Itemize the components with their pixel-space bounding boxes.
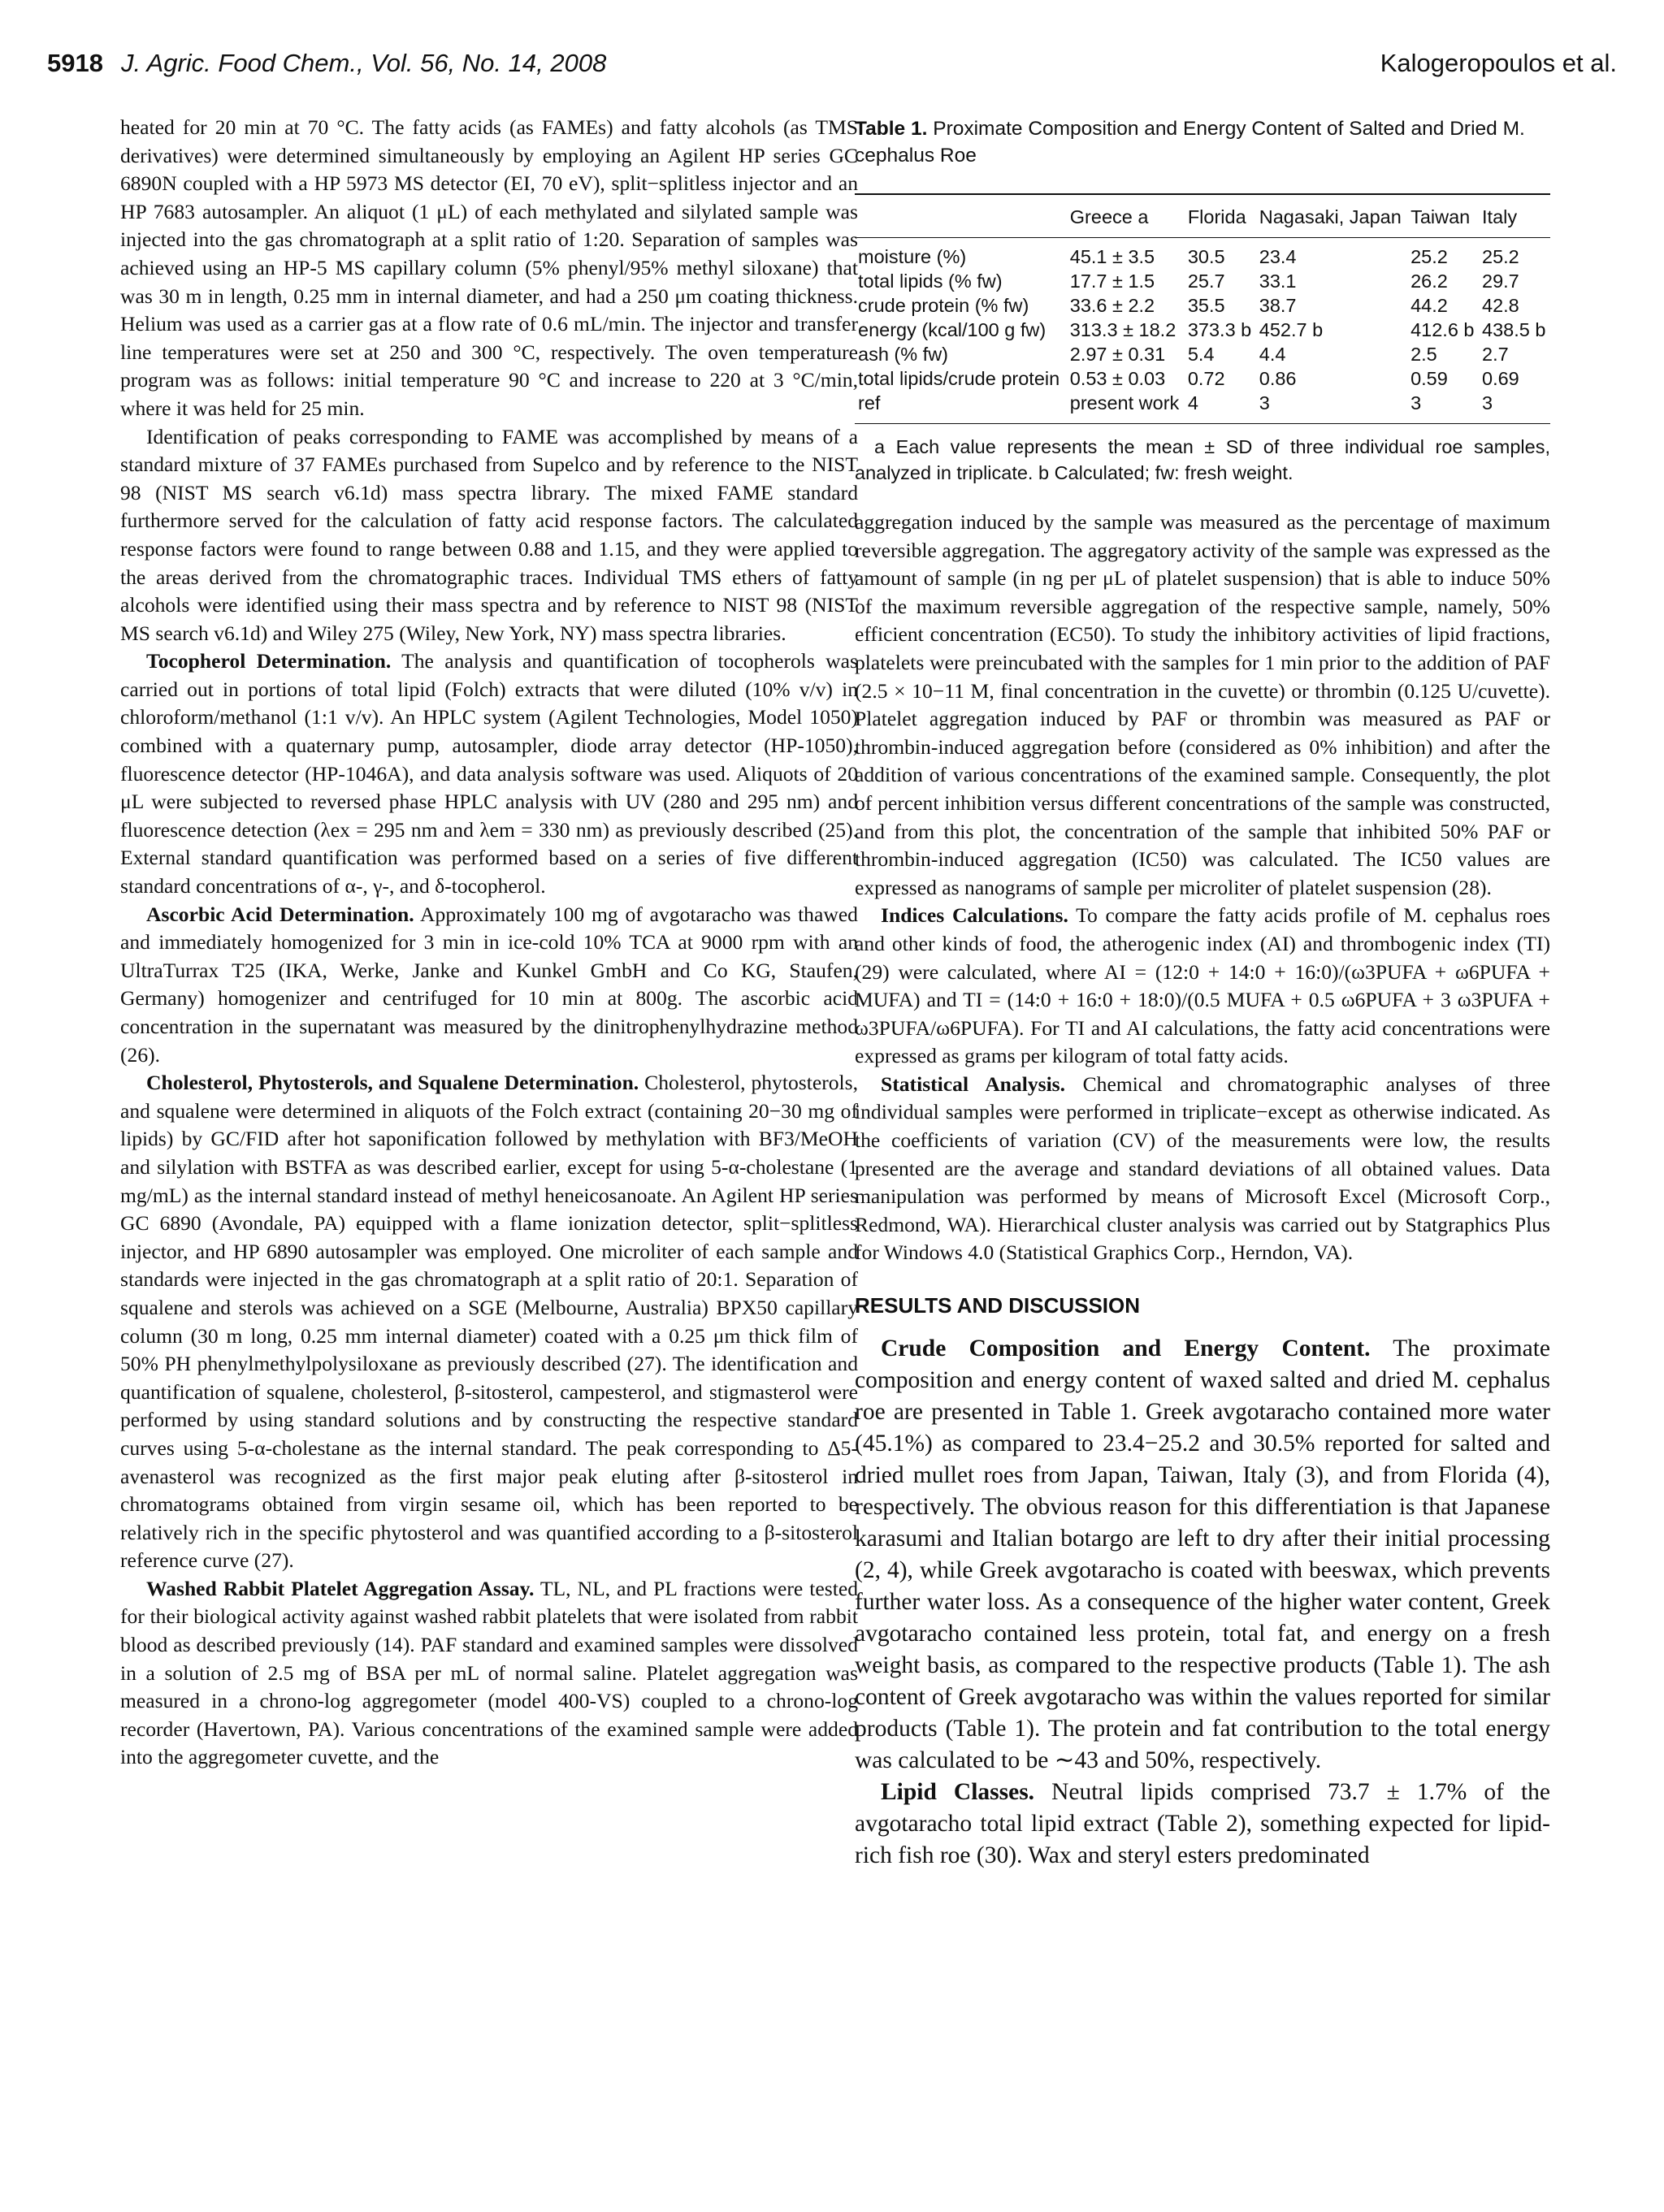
paragraph-cholesterol [120,1069,858,1575]
table1-header-cell: Taiwan [1407,194,1479,238]
crude-heading: Crude Composition and Energy Content. [881,1335,1371,1361]
table1 [855,193,1550,424]
table1-title [855,115,1550,169]
table1-cell: 3 [1407,391,1479,424]
right-column [855,114,1550,1872]
table1-cell: 4 [1185,391,1256,424]
paragraph-fame-identification: Identification of peaks corresponding to FAME was accomplished by means of a standard mixture of 37 FAMEs purchased from Supelco and by reference to the NIST 98 (NIST MS search v6.1d) mass spectra library. The mixed FAME standard furthermore served for the calculation of fatty acid response factors. The calculated response factors were found to range between 0.88 and 1.15, and they were applied to the areas derived from the chromatographic traces. Individual TMS ethers of fatty alcohols were identified using their mass spectra and by reference to NIST 98 (NIST MS search v6.1d) and Wiley 275 (Wiley, New York, NY) mass spectra libraries. [120,424,858,645]
table1-cell: 42.8 [1482,295,1519,316]
ascorbic-text: Approximately 100 mg of avgotaracho was thawed and immediately homogenized for 3 min in ice-cold 10% TCA at 9000 rpm with an UltraTurrax T25 (IKA, Werke, Janke and Kunkel GmbH and Co KG, Staufen, Germany) homogenizer and centrifuged for 10 min at 800g. The ascorbic acid concentration in the supernatant was measured by the dinitrophenylhydrazine method (26). [120,902,858,1067]
table-row [855,293,1550,318]
journal-name: J. Agric. Food Chem., Vol. 56, No. 14, 2008 [120,49,607,77]
table1-cell: ash (% fw) [858,344,948,365]
table1-cell: 438.5 b [1482,319,1546,340]
table1-cell: 4.4 [1259,344,1286,365]
table1-label: Table 1. [855,118,928,140]
paragraph-tocopherol [120,647,858,900]
table1-caption: Proximate Composition and Energy Content of Salted and Dried M. cephalus Roe [855,118,1525,167]
platelet-text: TL, NL, and PL fractions were tested for their biological activity against washed rabbit platelets that were isolated from rabbit blood as described previously (14). PAF standard and examined samples were dissolved in a solution of 2.5 mg of BSA per mL of normal saline. Platelet aggregation was measured in a chrono-log aggregometer (model 400-VS) coupled to a chrono-log recorder (Havertown, PA). Various concentrations of the examined sample were added into the aggregometer cuvette, and the [120,1576,858,1769]
table1-cell: ref [855,391,1067,424]
paragraph-lipid-classes [855,1777,1550,1872]
table1-cell: 44.2 [1410,295,1448,316]
left-column [120,114,858,1772]
table1-cell: 25.2 [1410,246,1448,267]
table1-cell: crude protein (% fw) [858,295,1029,316]
table-row [855,391,1550,424]
table1-cell: 2.7 [1482,344,1509,365]
table1-header-cell: Greece a [1067,194,1185,238]
table1-cell: 38.7 [1259,295,1297,316]
statistics-heading: Statistical Analysis. [881,1071,1066,1096]
table-row [855,318,1550,342]
lipid-text: Neutral lipids comprised 73.7 ± 1.7% of the avgotaracho total lipid extract (Table 2), something expected for lipid-rich fish roe (30). Wax and steryl esters predominated [855,1778,1550,1868]
table-row [855,238,1550,270]
table1-header-cell: Nagasaki, Japan [1256,194,1407,238]
paragraph-ascorbic [120,901,858,1070]
table1-cell: 17.7 ± 1.5 [1069,271,1155,292]
table1-footnote: a Each value represents the mean ± SD of three individual roe samples, analyzed in triplicate. b Calculated; fw: fresh weight. [855,436,1550,483]
statistics-text: Chemical and chromatographic analyses of three individual samples were performed in triplicate−except as otherwise indicated. As the coefficients of variation (CV) of the measurements were low, the results presented are the average and standard deviations of all obtained values. Data manipulation was performed by means of Microsoft Excel (Microsoft Corp., Redmond, WA). Hierarchical cluster analysis was carried out by Statgraphics Plus for Windows 4.0 (Statistical Graphics Corp., Herndon, VA). [855,1071,1550,1265]
table1-cell: 29.7 [1482,271,1519,292]
paragraph-aggregation: aggregation induced by the sample was measured as the percentage of maximum reversible aggregation. The aggregatory activity of the sample was expressed as the amount of sample (in ng per μL of platelet suspension) that is able to induce 50% of the maximum reversible aggregation of the respective sample, namely, 50% efficient concentration (EC50). To study the inhibitory activities of lipid fractions, platelets were preincubated with the samples for 1 min prior to the addition of PAF (2.5 × 10−11 M, final concentration in the cuvette) or thrombin (0.125 U/cuvette). Platelet aggregation induced by PAF or thrombin was measured as PAF or thrombin-induced aggregation before (considered as 0% inhibition) and after the addition of various concentrations of the examined sample. Consequently, the plot of percent inhibition versus different concentrations of the sample was constructed, and from this plot, the concentration of the sample that inhibited 50% PAF or thrombin-induced aggregation (IC50) was calculated. The IC50 values are expressed as nanograms of sample per microliter of platelet suspension (28). [855,510,1550,899]
running-header [47,49,1617,89]
table1-cell: 45.1 ± 3.5 [1069,246,1155,267]
crude-text: The proximate composition and energy content of waxed salted and dried M. cephalus roe are presented in Table 1. Greek avgotaracho contained more water (45.1%) as compared to 23.4−25.2 and 30.5% reported for salted and dried mullet roes from Japan, Taiwan, Italy (3), and from Florida (4), respectively. The obvious reason for this differentiation is that Japanese karasumi and Italian botargo are left to dry after their initial processing (2, 4), while Greek avgotaracho is coated with beeswax, which prevents further water loss. As a consequence of the higher water content, Greek avgotaracho contained less protein, total fat, and energy on a fresh weight basis, as compared to the respective products (Table 1). The ash content of Greek avgotaracho was within the values reported for similar products (Table 1). The protein and fat contribution to the total energy was calculated to be ∼43 and 50%, respectively. [855,1335,1550,1773]
journal-citation [47,49,606,78]
table1-cell: 0.86 [1259,368,1297,389]
table1-header-cell: Italy [1479,194,1550,238]
paragraph-platelet [120,1575,858,1772]
table1-cell: 452.7 b [1259,319,1324,340]
table1-header-cell [855,194,1067,238]
author-line: Kalogeropoulos et al. [1380,49,1617,77]
platelet-heading: Washed Rabbit Platelet Aggregation Assay. [146,1576,535,1600]
cholesterol-heading: Cholesterol, Phytosterols, and Squalene Determination. [146,1071,639,1095]
page-number: 5918 [47,49,103,77]
table1-cell: 30.5 [1187,246,1225,267]
table1-cell: 313.3 ± 18.2 [1069,319,1176,340]
paragraph-statistics [855,1071,1550,1267]
paragraph-indices [855,902,1550,1071]
table1-cell: 23.4 [1259,246,1297,267]
indices-text: To compare the fatty acids profile of M. cephalus roes and other kinds of food, the atherogenic index (AI) and thrombogenic index (TI) (29) were calculated, where AI = (12:0 + 14:0 + 16:0)/(ω3PUFA + ω6PUFA + MUFA) and TI = (14:0 + 16:0 + 18:0)/(0.5 MUFA + 0.5 ω6PUFA + 3 ω3PUFA + ω3PUFA/ω6PUFA). For TI and AI calculations, the fatty acid concentrations were expressed as grams per kilogram of total fatty acids. [855,903,1550,1068]
table1-header-cell: Florida [1185,194,1256,238]
spacer [855,486,1550,509]
table-row [855,366,1550,391]
indices-heading: Indices Calculations. [881,903,1068,928]
table1-cell: 0.69 [1482,368,1519,389]
table1-cell: 2.5 [1410,344,1437,365]
table1-cell: energy (kcal/100 g fw) [858,319,1046,340]
table1-cell: 33.1 [1259,271,1297,292]
table1-cell: 3 [1479,391,1550,424]
table-row [855,269,1550,293]
paragraph-crude-composition [855,1333,1550,1777]
table1-cell: 3 [1256,391,1407,424]
table1-cell: 412.6 b [1410,319,1475,340]
tocopherol-heading: Tocopherol Determination. [146,649,392,673]
cholesterol-text: Cholesterol, phytosterols, and squalene were determined in aliquots of the Folch extract (containing 20−30 mg of lipids) by GC/FID after hot saponification followed by methylation with BF3/MeOH and silylation with BSTFA as was described earlier, except for using 5-α-cholestane (1 mg/mL) as the internal standard instead of methyl heneicosanoate. An Agilent HP series GC 6890 (Avondale, PA) equipped with a flame ionization detector, split−splitless injector, and HP 6890 autosampler was employed. One microliter of each sample and standards were injected in the gas chromatograph at a split ratio of 20:1. Separation of squalene and sterols was achieved on a SGE (Melbourne, Australia) BPX50 capillary column (30 m long, 0.25 mm internal diameter) coated with a 0.25 μm thick film of 50% PH phenylmethylpolysiloxane as previously described (27). The identification and quantification of squalene, cholesterol, β-sitosterol, campesterol, and stigmasterol were performed by using standard solutions and by constructing the respective standard curves using 5-α-cholestane as the internal standard. The peak corresponding to Δ5-avenasterol was recognized as the first major peak eluting after β-sitosterol in chromatograms obtained from virgin sesame oil, which has been reported to be relatively rich in the specific phytosterol and was quantified according to a β-sitosterol reference curve (27). [120,1071,858,1573]
ascorbic-heading: Ascorbic Acid Determination. [146,902,414,926]
table1-cell: 373.3 b [1187,319,1252,340]
table1-cell: 35.5 [1187,295,1225,316]
lipid-heading: Lipid Classes. [881,1778,1035,1805]
section-heading: RESULTS AND DISCUSSION [855,1293,1141,1318]
table1-cell: 26.2 [1410,271,1448,292]
table-row [855,342,1550,366]
table1-cell: 33.6 ± 2.2 [1069,295,1155,316]
table1-cell: moisture (%) [858,246,967,267]
table1-cell: 0.59 [1410,368,1448,389]
table1-cell: 25.2 [1482,246,1519,267]
table1-cell: 25.7 [1187,271,1225,292]
table1-cell: total lipids/crude protein [858,368,1060,389]
table1-cell: total lipids (% fw) [858,271,1003,292]
table1-cell: 5.4 [1187,344,1215,365]
tocopherol-text: The analysis and quantification of tocopherols was carried out in portions of total lipid (Folch) extracts that were diluted (10% v/v) in chloroform/methanol (1:1 v/v). An HPLC system (Agilent Technologies, Model 1050) combined with a quaternary pump, autosampler, diode array detector (HP-1050), fluorescence detector (HP-1046A), and data analysis software was used. Aliquots of 20 μL were subjected to reversed phase HPLC analysis with UV (280 and 295 nm) and fluorescence detection (λex = 295 nm and λem = 330 nm) as previously described (25). External standard quantification was performed based on a series of five different standard concentrations of α-, γ-, and δ-tocopherol. [120,649,858,898]
table1-cell: 0.72 [1187,368,1225,389]
table1-cell: 2.97 ± 0.31 [1069,344,1166,365]
table1-cell: present work [1067,391,1185,424]
table1-cell: 0.53 ± 0.03 [1069,368,1166,389]
paragraph-gc-ms: heated for 20 min at 70 °C. The fatty acids (as FAMEs) and fatty alcohols (as TMS derivatives) were determined simultaneously by employing an Agilent HP series GC 6890N coupled with a HP 5973 MS detector (EI, 70 eV), split−splitless injector and an HP 7683 autosampler. An aliquot (1 μL) of each methylated and silylated sample was injected into the gas chromatograph at a split ratio of 1:20. Separation of samples was achieved using an HP-5 MS capillary column (5% phenyl/95% methyl siloxane) that was 30 m in length, 0.25 mm in internal diameter, and had a 250 μm coating thickness. Helium was used as a carrier gas at a flow rate of 0.6 mL/min. The injector and transfer line temperatures were set at 250 and 300 °C, respectively. The oven temperature program was as follows: initial temperature 90 °C and increase to 220 at 3 °C/min, where it was held for 25 min. [120,115,858,420]
